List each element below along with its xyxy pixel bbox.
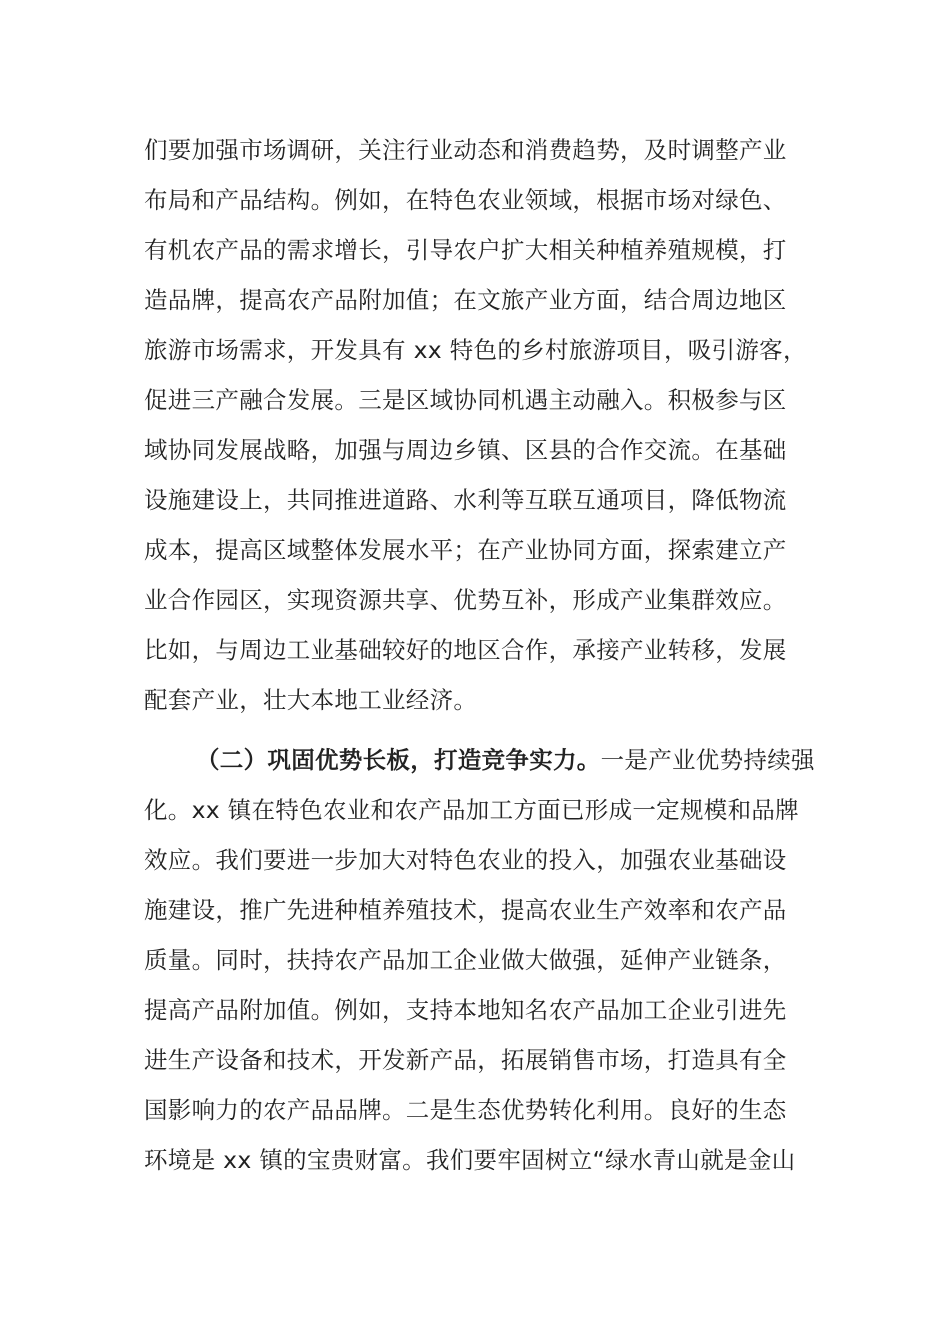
text-line: 比如，与周边工业基础较好的地区合作，承接产业转移，发展 bbox=[144, 636, 787, 664]
text-line: 设施建设上，共同推进道路、水利等互联互通项目，降低物流 bbox=[144, 486, 787, 514]
text-line: 成本，提高区域整体发展水平；在产业协同方面，探索建立产 bbox=[144, 536, 787, 564]
text-line: 域协同发展战略，加强与周边乡镇、区县的合作交流。在基础 bbox=[144, 436, 787, 464]
paragraph-first-line bbox=[144, 735, 815, 785]
text-line: 造品牌，提高农产品附加值；在文旅产业方面，结合周边地区 bbox=[144, 286, 787, 314]
text-line: 化。xx 镇在特色农业和农产品加工方面已形成一定规模和品牌 bbox=[144, 796, 799, 824]
text-line: 们要加强市场调研，关注行业动态和消费趋势，及时调整产业 bbox=[144, 136, 787, 164]
text-line: 环境是 xx 镇的宝贵财富。我们要牢固树立“绿水青山就是金山 bbox=[144, 1146, 796, 1174]
text-line: 配套产业，壮大本地工业经济。 bbox=[144, 686, 478, 714]
text-line: 业合作园区，实现资源共享、优势互补，形成产业集群效应。 bbox=[144, 586, 787, 614]
text-line: 提高产品附加值。例如，支持本地知名农产品加工企业引进先 bbox=[144, 996, 787, 1024]
text-line: 有机农产品的需求增长，引导农户扩大相关种植养殖规模，打 bbox=[144, 236, 787, 264]
heading-continuation: 一是产业优势持续强 bbox=[600, 746, 815, 774]
body-paragraph-2 bbox=[144, 735, 815, 1185]
text-line: 施建设，推广先进种植养殖技术，提高农业生产效率和农产品 bbox=[144, 896, 787, 924]
text-line: 效应。我们要进一步加大对特色农业的投入，加强农业基础设 bbox=[144, 846, 787, 874]
body-paragraph-1 bbox=[144, 125, 808, 725]
text-line: 进生产设备和技术，开发新产品，拓展销售市场，打造具有全 bbox=[144, 1046, 787, 1074]
text-line: 布局和产品结构。例如，在特色农业领域，根据市场对绿色、 bbox=[144, 186, 787, 214]
text-line: 国影响力的农产品品牌。二是生态优势转化利用。良好的生态 bbox=[144, 1096, 787, 1124]
text-line: 促进三产融合发展。三是区域协同机遇主动融入。积极参与区 bbox=[144, 386, 787, 414]
text-line: 质量。同时，扶持农产品加工企业做大做强，延伸产业链条， bbox=[144, 946, 787, 974]
text-line: 旅游市场需求，开发具有 xx 特色的乡村旅游项目，吸引游客， bbox=[144, 336, 807, 364]
section-heading: （二）巩固优势长板，打造竞争实力。 bbox=[196, 746, 601, 774]
